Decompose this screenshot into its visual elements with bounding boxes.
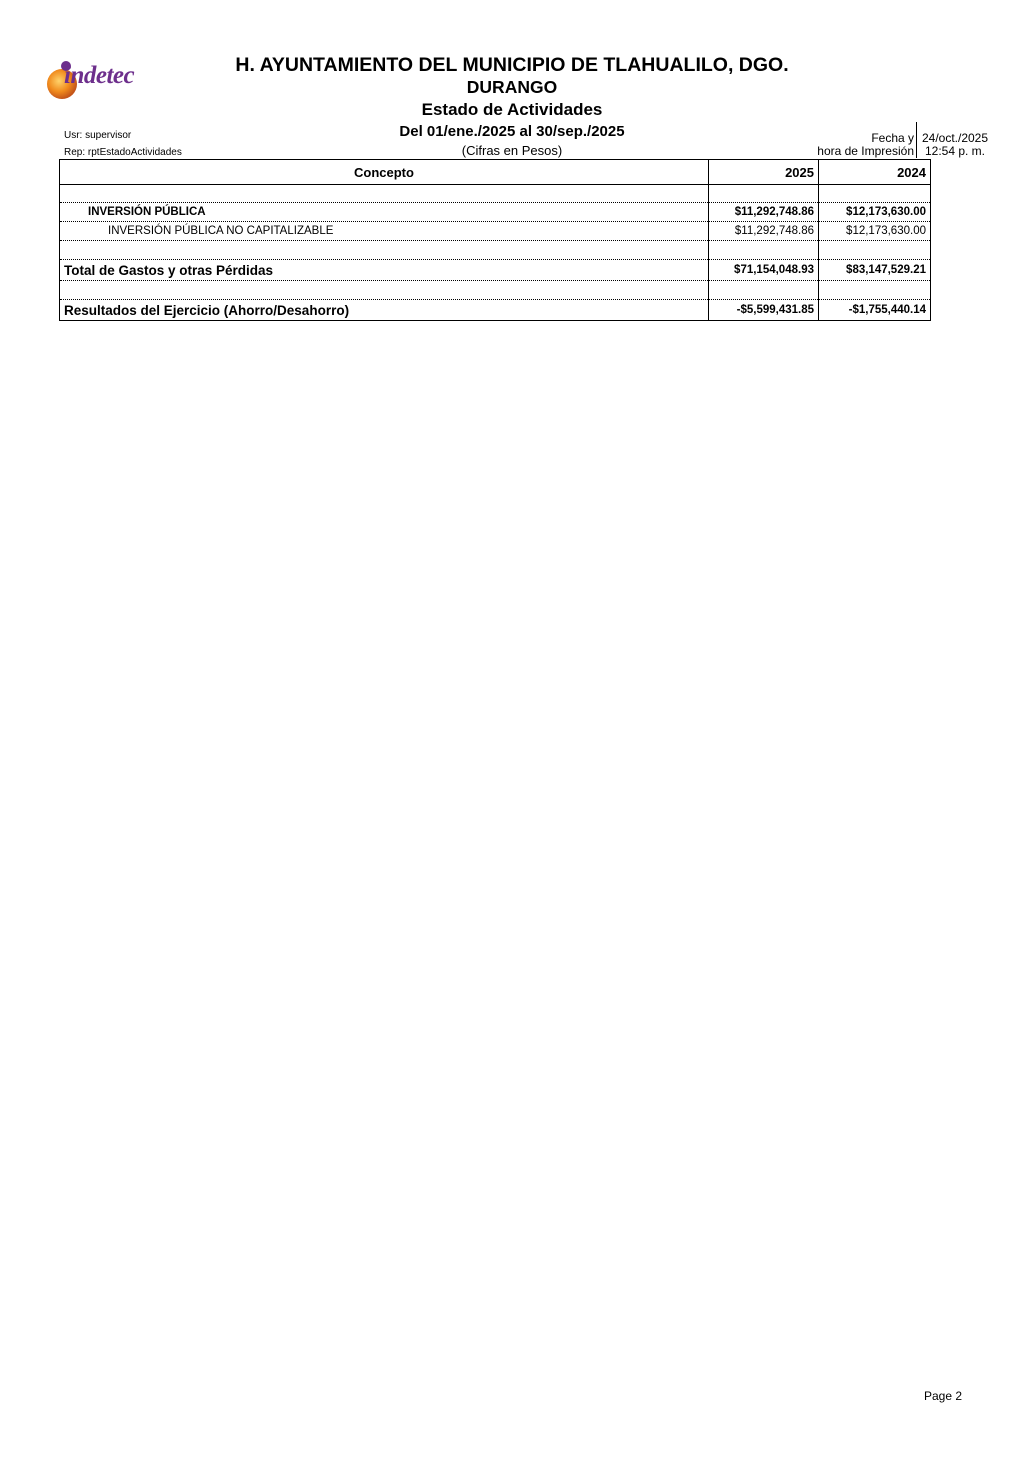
row-value-2025: $11,292,748.86 <box>709 222 819 241</box>
column-header-2025: 2025 <box>709 160 819 185</box>
result-value-2025: -$5,599,431.85 <box>709 300 819 321</box>
table-row <box>60 203 931 222</box>
column-header-concept: Concepto <box>60 160 709 185</box>
spacer-row <box>60 185 931 203</box>
result-concept: Resultados del Ejercicio (Ahorro/Desahorro) <box>64 302 350 318</box>
user-label: Usr: supervisor <box>64 130 132 141</box>
result-row <box>60 300 931 321</box>
report-title: Estado de Actividades <box>421 100 603 119</box>
page-number: Page 2 <box>924 1389 963 1403</box>
logo-wordmark: indetec <box>64 62 135 89</box>
municipality-title: H. AYUNTAMIENTO DEL MUNICIPIO DE TLAHUALILO, DGO. <box>235 54 789 76</box>
print-time: 12:54 p. m. <box>924 144 986 158</box>
report-units: (Cifras en Pesos) <box>461 143 563 158</box>
row-value-2024: $12,173,630.00 <box>819 222 931 241</box>
state-title: DURANGO <box>466 77 558 97</box>
print-datetime-value <box>920 132 990 158</box>
row-concept: INVERSIÓN PÚBLICA NO CAPITALIZABLE <box>60 222 709 241</box>
total-row <box>60 260 931 281</box>
total-concept: Total de Gastos y otras Pérdidas <box>60 260 709 281</box>
print-datetime-label <box>800 132 914 158</box>
report-period: Del 01/ene./2025 al 30/sep./2025 <box>399 123 625 140</box>
result-value-2024: -$1,755,440.14 <box>819 300 931 321</box>
print-separator <box>916 122 917 158</box>
row-value-2024: $12,173,630.00 <box>819 203 931 222</box>
table-header-row <box>60 160 931 185</box>
spacer-row <box>60 281 931 300</box>
print-date: 24/oct./2025 <box>921 131 989 145</box>
row-concept: INVERSIÓN PÚBLICA <box>60 203 709 222</box>
print-label-line1: Fecha y <box>871 131 914 145</box>
total-value-2025: $71,154,048.93 <box>709 260 819 281</box>
print-label-line2: hora de Impresión <box>817 144 914 158</box>
column-header-2024: 2024 <box>819 160 931 185</box>
table-row <box>60 222 931 241</box>
activities-table <box>59 159 931 321</box>
total-value-2024: $83,147,529.21 <box>819 260 931 281</box>
row-value-2025: $11,292,748.86 <box>709 203 819 222</box>
spacer-row <box>60 241 931 260</box>
report-id-label: Rep: rptEstadoActividades <box>64 147 182 158</box>
